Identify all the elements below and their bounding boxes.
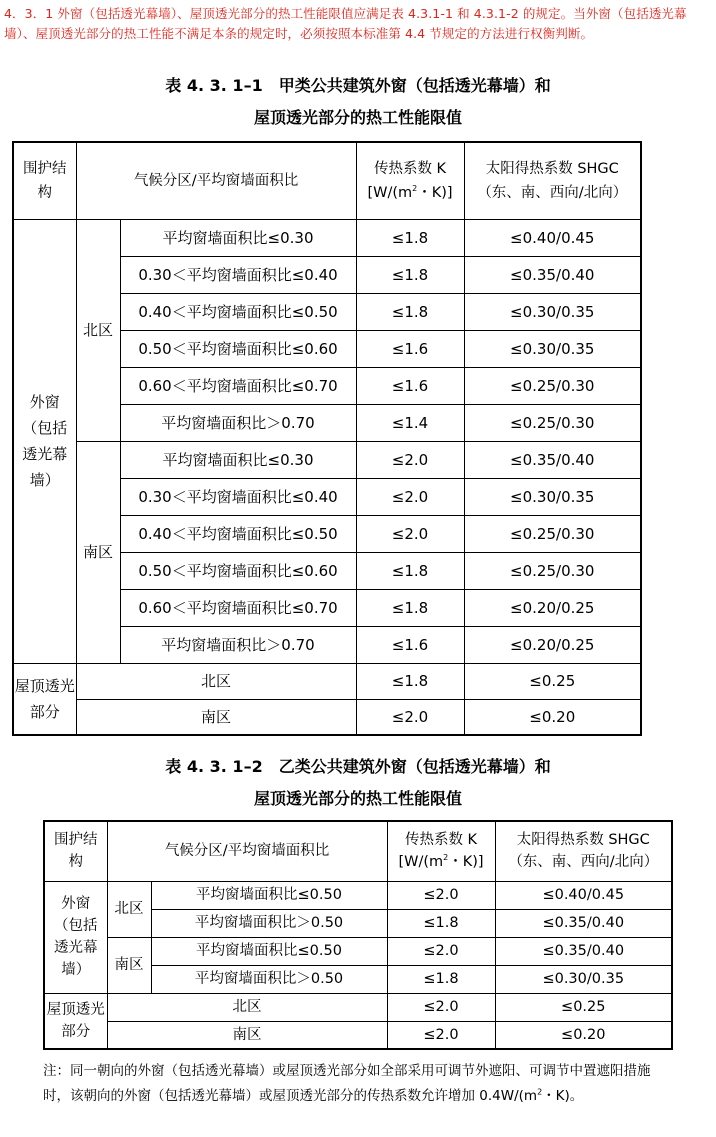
shgc-cell: ≤0.30/0.35 (464, 478, 641, 515)
table-row (44, 1021, 672, 1049)
k-cell: ≤1.8 (387, 909, 495, 937)
table-row (44, 993, 672, 1021)
ratio-cell: 平均窗墙面积比＞0.70 (120, 404, 356, 441)
roof-zone-cell: 南区 (76, 699, 356, 735)
table-row (44, 937, 672, 965)
k-cell: ≤2.0 (387, 881, 495, 909)
clause-text: 4．3．1 外窗（包括透光幕墙）、屋顶透光部分的热工性能限值应满足表 4.3.1-1 和 4.3.1-2 的规定。当外窗（包括透光幕墙）、屋顶透光部分的热工性能不满足本条的规定时，必须按照本标准第 4.4 节规定的方法进行权衡判断。 (4, 6, 687, 41)
table-row (13, 441, 641, 478)
table-4-3-1-1 (12, 141, 642, 736)
shgc-cell: ≤0.20 (464, 699, 641, 735)
shgc-cell: ≤0.25 (495, 993, 672, 1021)
header-k: 传热系数 K [$W/(m^2$・K)] (387, 821, 495, 881)
k-cell: ≤1.8 (387, 965, 495, 993)
window-label-cell: 外窗（包括透光幕墙） (44, 881, 107, 993)
shgc-cell: ≤0.25/0.30 (464, 367, 641, 404)
shgc-cell: ≤0.35/0.40 (495, 937, 672, 965)
header-enclosure: 围护结构 (13, 142, 76, 219)
ratio-cell: 0.40＜平均窗墙面积比≤0.50 (120, 293, 356, 330)
k-cell: ≤1.4 (356, 404, 464, 441)
ratio-cell: 0.30＜平均窗墙面积比≤0.40 (120, 256, 356, 293)
ratio-cell: 0.40＜平均窗墙面积比≤0.50 (120, 515, 356, 552)
shgc-cell: ≤0.30/0.35 (464, 293, 641, 330)
k-cell: ≤1.8 (356, 256, 464, 293)
shgc-cell: ≤0.25 (464, 663, 641, 699)
table-row (44, 881, 672, 909)
ratio-cell: 平均窗墙面积比≤0.50 (151, 937, 387, 965)
shgc-cell: ≤0.35/0.40 (464, 256, 641, 293)
north-zone-cell: 北区 (107, 881, 151, 937)
header-climate: 气候分区/平均窗墙面积比 (107, 821, 387, 881)
shgc-cell: ≤0.40/0.45 (495, 881, 672, 909)
note-suffix: ・K)。 (542, 1088, 584, 1104)
shgc-cell: ≤0.25/0.30 (464, 404, 641, 441)
roof-label-cell: 屋顶透光部分 (44, 993, 107, 1049)
roof-zone-cell: 北区 (107, 993, 387, 1021)
ratio-cell: 0.60＜平均窗墙面积比≤0.70 (120, 367, 356, 404)
header-shgc: 太阳得热系数 SHGC （东、南、西向/北向） (495, 821, 672, 881)
k-cell: ≤1.8 (356, 552, 464, 589)
table-row (13, 663, 641, 699)
note-superscript: 2 (537, 1087, 543, 1097)
ratio-cell: 平均窗墙面积比≤0.50 (151, 881, 387, 909)
window-label-cell: 外窗（包括透光幕墙） (13, 219, 76, 663)
table-note (43, 1059, 673, 1109)
k-cell: ≤1.6 (356, 626, 464, 663)
shgc-cell: ≤0.30/0.35 (464, 330, 641, 367)
roof-zone-cell: 北区 (76, 663, 356, 699)
shgc-cell: ≤0.35/0.40 (464, 441, 641, 478)
shgc-cell: ≤0.40/0.45 (464, 219, 641, 256)
shgc-cell: ≤0.35/0.40 (495, 909, 672, 937)
roof-zone-cell: 南区 (107, 1021, 387, 1049)
shgc-cell: ≤0.25/0.30 (464, 515, 641, 552)
ratio-cell: 平均窗墙面积比＞0.50 (151, 965, 387, 993)
table2-caption-line2: 屋顶透光部分的热工性能限值 (253, 789, 462, 808)
k-cell: ≤1.8 (356, 293, 464, 330)
header-enclosure: 围护结构 (44, 821, 107, 881)
shgc-cell: ≤0.20/0.25 (464, 626, 641, 663)
k-cell: ≤2.0 (387, 937, 495, 965)
shgc-cell: ≤0.20 (495, 1021, 672, 1049)
ratio-cell: 平均窗墙面积比≤0.30 (120, 441, 356, 478)
ratio-cell: 平均窗墙面积比≤0.30 (120, 219, 356, 256)
south-zone-cell: 南区 (76, 441, 120, 663)
k-cell: ≤1.6 (356, 330, 464, 367)
k-cell: ≤2.0 (356, 699, 464, 735)
table-header-row (13, 142, 641, 219)
table-header-row (44, 821, 672, 881)
table-row (13, 219, 641, 256)
table2-caption-line1: 表 4. 3. 1–2 乙类公共建筑外窗（包括透光幕墙）和 (165, 757, 551, 776)
header-k: 传热系数 K [$W/(m^2$・K)] (356, 142, 464, 219)
table-4-3-1-2 (43, 820, 673, 1050)
k-cell: ≤2.0 (387, 1021, 495, 1049)
shgc-cell: ≤0.20/0.25 (464, 589, 641, 626)
k-cell: ≤2.0 (387, 993, 495, 1021)
k-cell: ≤2.0 (356, 478, 464, 515)
k-cell: ≤2.0 (356, 441, 464, 478)
roof-label-cell: 屋顶透光部分 (13, 663, 76, 735)
k-cell: ≤1.8 (356, 219, 464, 256)
shgc-cell: ≤0.25/0.30 (464, 552, 641, 589)
ratio-cell: 平均窗墙面积比＞0.50 (151, 909, 387, 937)
k-cell: ≤2.0 (356, 515, 464, 552)
shgc-cell: ≤0.30/0.35 (495, 965, 672, 993)
header-shgc: 太阳得热系数 SHGC （东、南、西向/北向） (464, 142, 641, 219)
ratio-cell: 0.60＜平均窗墙面积比≤0.70 (120, 589, 356, 626)
ratio-cell: 平均窗墙面积比＞0.70 (120, 626, 356, 663)
table1-caption-line2: 屋顶透光部分的热工性能限值 (253, 108, 462, 127)
south-zone-cell: 南区 (107, 937, 151, 993)
north-zone-cell: 北区 (76, 219, 120, 441)
k-cell: ≤1.8 (356, 663, 464, 699)
ratio-cell: 0.50＜平均窗墙面积比≤0.60 (120, 552, 356, 589)
k-cell: ≤1.6 (356, 367, 464, 404)
header-climate: 气候分区/平均窗墙面积比 (76, 142, 356, 219)
k-cell: ≤1.8 (356, 589, 464, 626)
note-text: 注：同一朝向的外窗（包括透光幕墙）或屋顶透光部分如全部采用可调节外遮阳、可调节中置遮阳措施时，该朝向的外窗（包括透光幕墙）或屋顶透光部分的传热系数允许增加 0.4W/(m (43, 1063, 651, 1104)
ratio-cell: 0.50＜平均窗墙面积比≤0.60 (120, 330, 356, 367)
table-row (13, 699, 641, 735)
table1-caption-line1: 表 4. 3. 1–1 甲类公共建筑外窗（包括透光幕墙）和 (165, 76, 551, 95)
ratio-cell: 0.30＜平均窗墙面积比≤0.40 (120, 478, 356, 515)
